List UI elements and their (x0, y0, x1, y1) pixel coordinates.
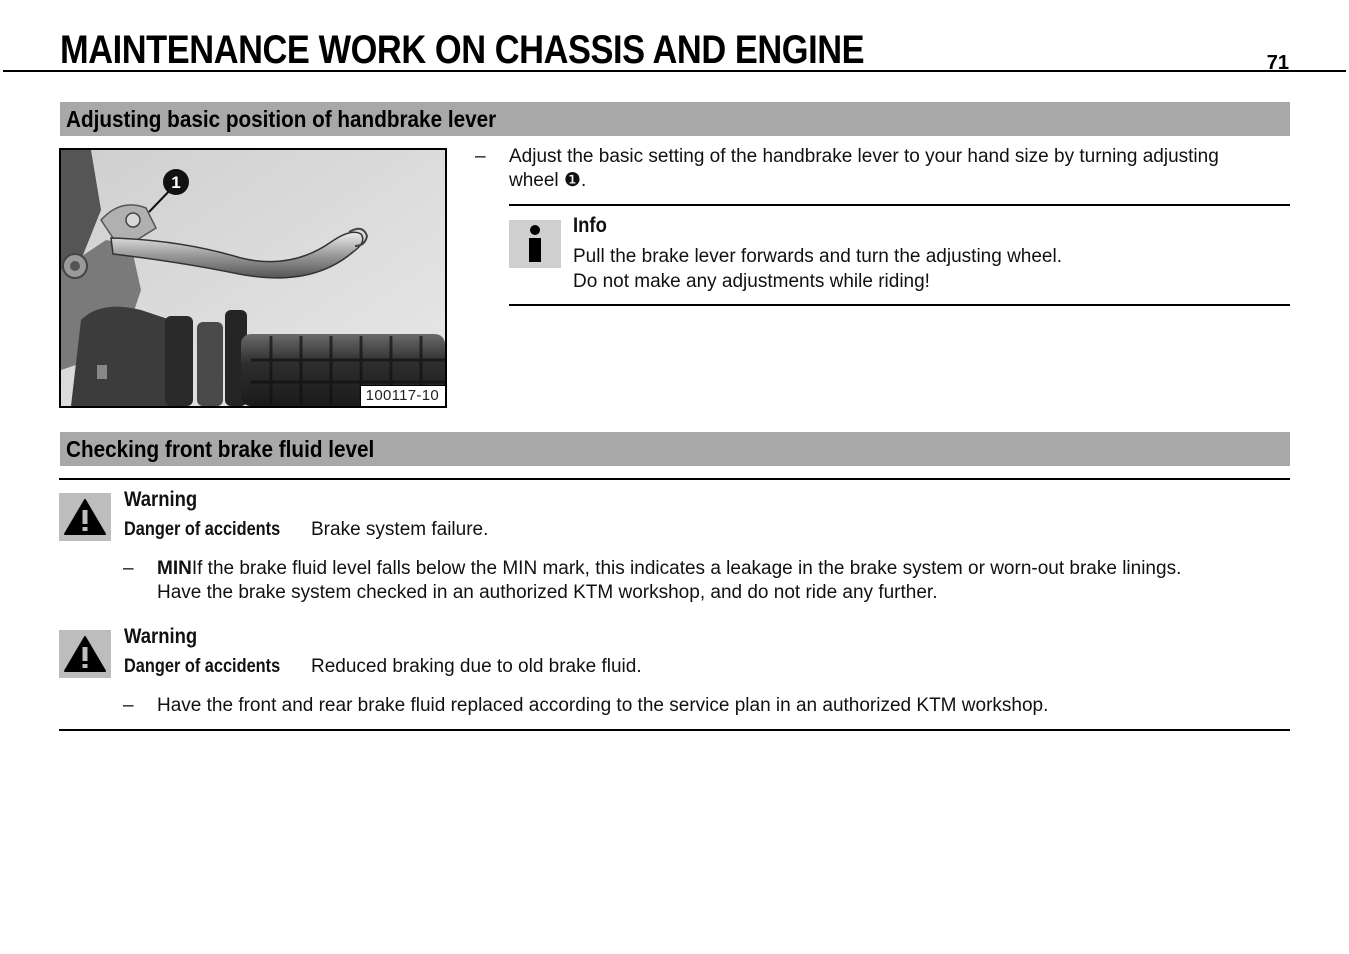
warning-title: Warning (124, 625, 198, 648)
list-dash: – (123, 695, 134, 716)
step-text-line2: Have the brake system checked in an authorized KTM workshop, and do not ride any further. (157, 582, 938, 603)
step-check-fluid (123, 557, 1290, 605)
warning-triangle-icon (59, 630, 111, 678)
warning-title: Warning (124, 488, 198, 511)
section-title: Adjusting basic position of handbrake lever (66, 105, 497, 132)
step-text-line1: If the brake fluid level falls below the MIN mark, this indicates a leakage in the brake system or worn-out brake linings. (191, 558, 1182, 579)
callout-number: 1 (171, 173, 181, 192)
handbrake-illustration (61, 150, 445, 406)
info-icon (509, 220, 561, 268)
divider (59, 729, 1290, 731)
page-title: MAINTENANCE WORK ON CHASSIS AND ENGINE (60, 28, 865, 72)
list-dash: – (123, 558, 134, 579)
section-title: Checking front brake fluid level (66, 435, 375, 462)
info-box (509, 204, 1290, 306)
header-divider (3, 70, 1346, 72)
section-heading-front-brake-fluid (60, 432, 1290, 466)
info-title: Info (573, 214, 607, 237)
section-heading-handbrake (60, 102, 1290, 136)
warning-label: Danger of accidents (124, 519, 281, 540)
warning-text: Reduced braking due to old brake fluid. (311, 656, 642, 677)
info-line-2: Do not make any adjustments while riding! (573, 271, 930, 292)
figure-caption: 100117-10 (360, 385, 445, 406)
page-number: 71 (1266, 52, 1289, 74)
min-label: MIN (157, 558, 192, 579)
list-dash: – (475, 146, 486, 167)
step-adjust-lever (475, 145, 1290, 193)
info-line-1: Pull the brake lever forwards and turn the adjusting wheel. (573, 246, 1062, 267)
step-replace-fluid (123, 694, 1290, 718)
divider (59, 478, 1290, 480)
warning-label: Danger of accidents (124, 656, 281, 677)
step-text-line1: Have the front and rear brake fluid replaced according to the service plan in an authorized KTM workshop. (157, 695, 1049, 716)
handbrake-lever-photo (59, 148, 447, 408)
warning-triangle-icon (59, 493, 111, 541)
step-text-line1: Adjust the basic setting of the handbrake lever to your hand size by turning adjusting (509, 146, 1219, 167)
step-text-line2: wheel ❶. (509, 170, 587, 191)
warning-text: Brake system failure. (311, 519, 489, 540)
